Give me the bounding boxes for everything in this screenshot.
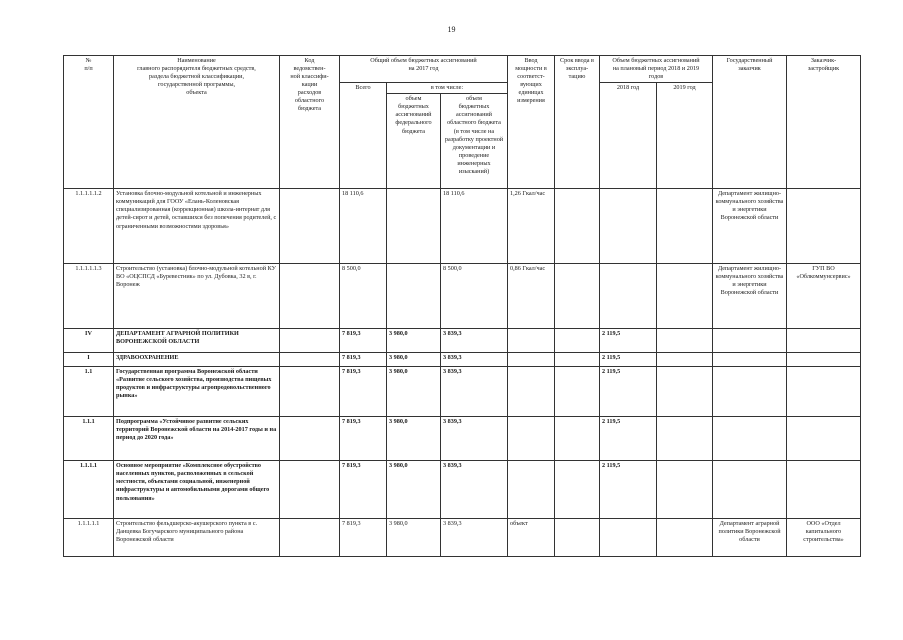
row-2019 [657,189,713,264]
row-total: 7 819,3 [340,519,387,557]
row-2019 [657,367,713,417]
row-customer [713,461,787,519]
row-total: 7 819,3 [340,353,387,367]
row-regional: 3 839,3 [441,461,508,519]
table-header-row [64,56,861,83]
table-row [64,353,861,367]
row-name: ЗДРАВООХРАНЕНИЕ [114,353,280,367]
row-number: 1.1.1.1 [64,461,114,519]
row-number: 1.1.1 [64,417,114,461]
row-capacity [508,461,555,519]
row-2018: 2 119,5 [600,461,657,519]
row-term [555,329,600,353]
row-number: 1.1.1.1.1.3 [64,264,114,329]
row-name: Основное мероприятие «Комплексное обустройство населенных пунктов, расположенных в сельской местности, объектами социальной, инженерной инфраструктуры и автомобильными дорогами общего пользования» [114,461,280,519]
header-2019: 2019 год [657,83,713,189]
header-customer: Государственный заказчик [713,56,787,189]
row-federal [387,264,441,329]
row-2018: 2 119,5 [600,353,657,367]
row-federal: 3 980,0 [387,367,441,417]
header-name: Наименование главного распорядителя бюджетных средств, раздела бюджетной классификации, государственной программы, объекта [114,56,280,189]
row-total: 7 819,3 [340,329,387,353]
row-2018 [600,189,657,264]
row-regional: 18 110,6 [441,189,508,264]
table-row [64,367,861,417]
row-2019 [657,329,713,353]
row-builder: ГУП ВО «Облкоммунсервис» [787,264,861,329]
row-number: 1.1 [64,367,114,417]
row-customer: Департамент жилищно-коммунального хозяйства и энергетики Воронежской области [713,189,787,264]
row-federal [387,189,441,264]
row-code [280,353,340,367]
row-name: Строительство фельдшерско-акушерского пункта в с. Данцевка Богучарского муниципального района Воронежской области [114,519,280,557]
row-capacity: 0,86 Гкал/час [508,264,555,329]
header-term: Срок ввода в эксплуа- тацию [555,56,600,189]
row-2019 [657,417,713,461]
row-2019 [657,461,713,519]
table-row [64,189,861,264]
row-customer [713,367,787,417]
row-builder [787,417,861,461]
row-federal: 3 980,0 [387,329,441,353]
row-2018: 2 119,5 [600,329,657,353]
header-builder: Заказчик- застройщик [787,56,861,189]
row-code [280,461,340,519]
row-builder: ООО «Отдел капитального строительства» [787,519,861,557]
row-builder [787,367,861,417]
row-regional: 3 839,3 [441,353,508,367]
row-federal: 3 980,0 [387,417,441,461]
header-capacity: Ввод мощности в соответст- вующих единицах измерения [508,56,555,189]
row-term [555,189,600,264]
header-incl: в том числе: [387,83,508,94]
row-term [555,353,600,367]
row-name: Подпрограмма «Устойчивое развитие сельских территорий Воронежской области на 2014-2017 годы и на период до 2020 года» [114,417,280,461]
table-row [64,461,861,519]
header-fed: объем бюджетных ассигнований федерального бюджета [387,94,441,189]
row-federal: 3 980,0 [387,519,441,557]
row-regional: 3 839,3 [441,519,508,557]
row-term [555,264,600,329]
row-regional: 3 839,3 [441,367,508,417]
table-row [64,417,861,461]
row-2019 [657,519,713,557]
row-name: ДЕПАРТАМЕНТ АГРАРНОЙ ПОЛИТИКИ ВОРОНЕЖСКОЙ ОБЛАСТИ [114,329,280,353]
row-name: Строительство (установка) блочно-модульной котельной КУ ВО «ОЦСПСД «Буревестник» по ул. Дубовка, 32 в, г. Воронеж [114,264,280,329]
row-2018 [600,264,657,329]
row-regional: 8 500,0 [441,264,508,329]
row-name: Государственная программа Воронежской области «Развитие сельского хозяйства, производства пищевых продуктов и инфраструктуры агропродовольственного рынка» [114,367,280,417]
row-term [555,519,600,557]
header-2018: 2018 год [600,83,657,189]
row-regional: 3 839,3 [441,329,508,353]
table-row [64,264,861,329]
row-capacity [508,367,555,417]
row-code [280,367,340,417]
row-builder [787,353,861,367]
row-builder [787,461,861,519]
header-reg: объем бюджетных ассигнований областного бюджета (в том числе на разработку проектной документации и проведение инженерных изысканий) [441,94,508,189]
row-2019 [657,353,713,367]
row-number: 1.1.1.1.1.2 [64,189,114,264]
row-customer [713,353,787,367]
row-customer [713,417,787,461]
row-code [280,519,340,557]
row-code [280,417,340,461]
row-capacity: объект [508,519,555,557]
row-code [280,329,340,353]
table-body [64,189,861,557]
header-total: Всего [340,83,387,189]
row-term [555,461,600,519]
row-term [555,367,600,417]
row-builder [787,189,861,264]
table-row [64,519,861,557]
row-federal: 3 980,0 [387,353,441,367]
row-regional: 3 839,3 [441,417,508,461]
row-total: 7 819,3 [340,461,387,519]
row-capacity [508,353,555,367]
row-capacity [508,417,555,461]
row-term [555,417,600,461]
row-total: 7 819,3 [340,367,387,417]
row-total: 8 500,0 [340,264,387,329]
row-customer [713,329,787,353]
budget-table [63,55,861,557]
row-total: 7 819,3 [340,417,387,461]
header-num: № п/п [64,56,114,189]
row-customer: Департамент аграрной политики Воронежской области [713,519,787,557]
header-plan-group: Объем бюджетных ассигнований на плановый период 2018 и 2019 годов [600,56,713,83]
page-number: 19 [447,25,456,34]
row-number: 1.1.1.1.1 [64,519,114,557]
row-2018: 2 119,5 [600,417,657,461]
row-total: 18 110,6 [340,189,387,264]
row-capacity: 1,26 Гкал/час [508,189,555,264]
row-code [280,264,340,329]
header-code: Код ведомствен- ной классифи- кации расходов областного бюджета [280,56,340,189]
row-name: Установка блочно-модульной котельной и инженерных коммуникаций для ГООУ «Елань-Коленовская специализированная (коррекционная) школа-интернат для детей-сирот и детей, оставшихся без попечения родителей, с ограниченными возможностями здоровья» [114,189,280,264]
row-number: IV [64,329,114,353]
row-number: I [64,353,114,367]
row-2018 [600,519,657,557]
row-2018: 2 119,5 [600,367,657,417]
row-capacity [508,329,555,353]
row-federal: 3 980,0 [387,461,441,519]
row-2019 [657,264,713,329]
header-total-group: Общий объем бюджетных ассигнований на 2017 год [340,56,508,83]
table-row [64,329,861,353]
row-customer: Департамент жилищно-коммунального хозяйства и энергетики Воронежской области [713,264,787,329]
row-builder [787,329,861,353]
row-code [280,189,340,264]
